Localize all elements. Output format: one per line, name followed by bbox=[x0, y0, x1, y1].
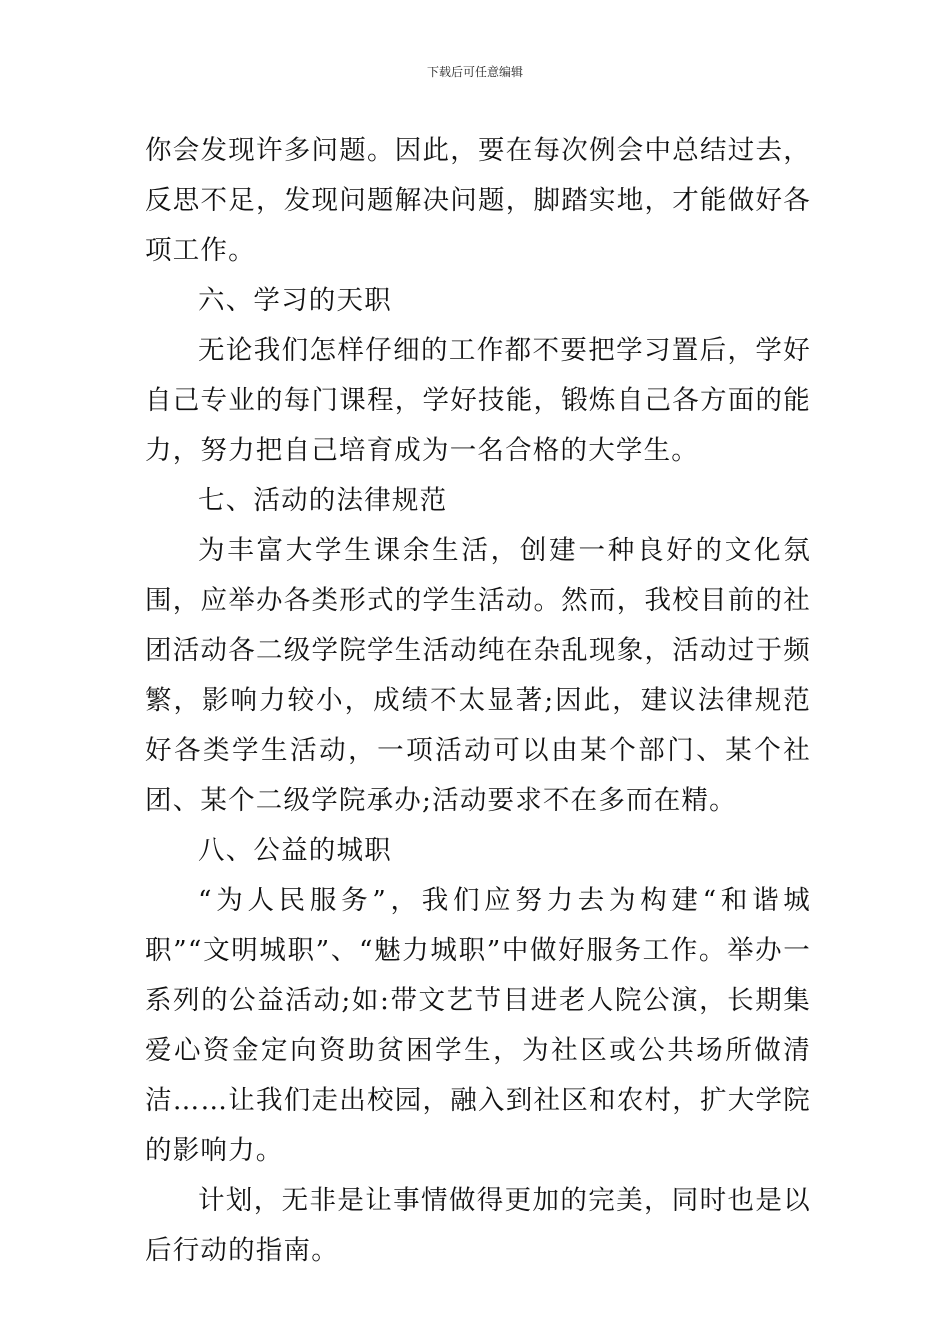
document-body bbox=[145, 126, 811, 1276]
paragraph-activities: 为丰富大学生课余生活，创建一种良好的文化氛围，应举办各类形式的学生活动。然而，我校目前的社团活动各二级学院学生活动纯在杂乱现象，活动过于频繁，影响力较小，成绩不太显著;因此，建议法律规范好各类学生活动，一项活动可以由某个部门、某个社团、某个二级学院承办;活动要求不在多而在精。 bbox=[145, 535, 811, 816]
paragraph-study: 无论我们怎样仔细的工作都不要把学习置后，学好自己专业的每门课程，学好技能，锻炼自己各方面的能力，努力把自己培育成为一名合格的大学生。 bbox=[145, 335, 811, 466]
paragraph-public-welfare: “为人民服务”，我们应努力去为构建“和谐城职”“文明城职”、“魅力城职”中做好服务工作。举办一系列的公益活动;如:带文艺节目进老人院公演，长期集爱心资金定向资助贫困学生，为社区或公共场所做清洁……让我们走出校园，融入到社区和农村，扩大学院的影响力。 bbox=[145, 885, 811, 1166]
section-heading-7: 七、活动的法律规范 bbox=[198, 485, 448, 516]
section-heading-8: 八、公益的城职 bbox=[198, 835, 392, 866]
paragraph-conclusion: 计划，无非是让事情做得更加的完美，同时也是以后行动的指南。 bbox=[145, 1185, 811, 1266]
section-heading-6: 六、学习的天职 bbox=[198, 285, 392, 316]
page-header: 下载后可任意编辑 bbox=[426, 65, 523, 79]
paragraph-continuation: 你会发现许多问题。因此，要在每次例会中总结过去，反思不足，发现问题解决问题，脚踏实地，才能做好各项工作。 bbox=[145, 135, 811, 266]
